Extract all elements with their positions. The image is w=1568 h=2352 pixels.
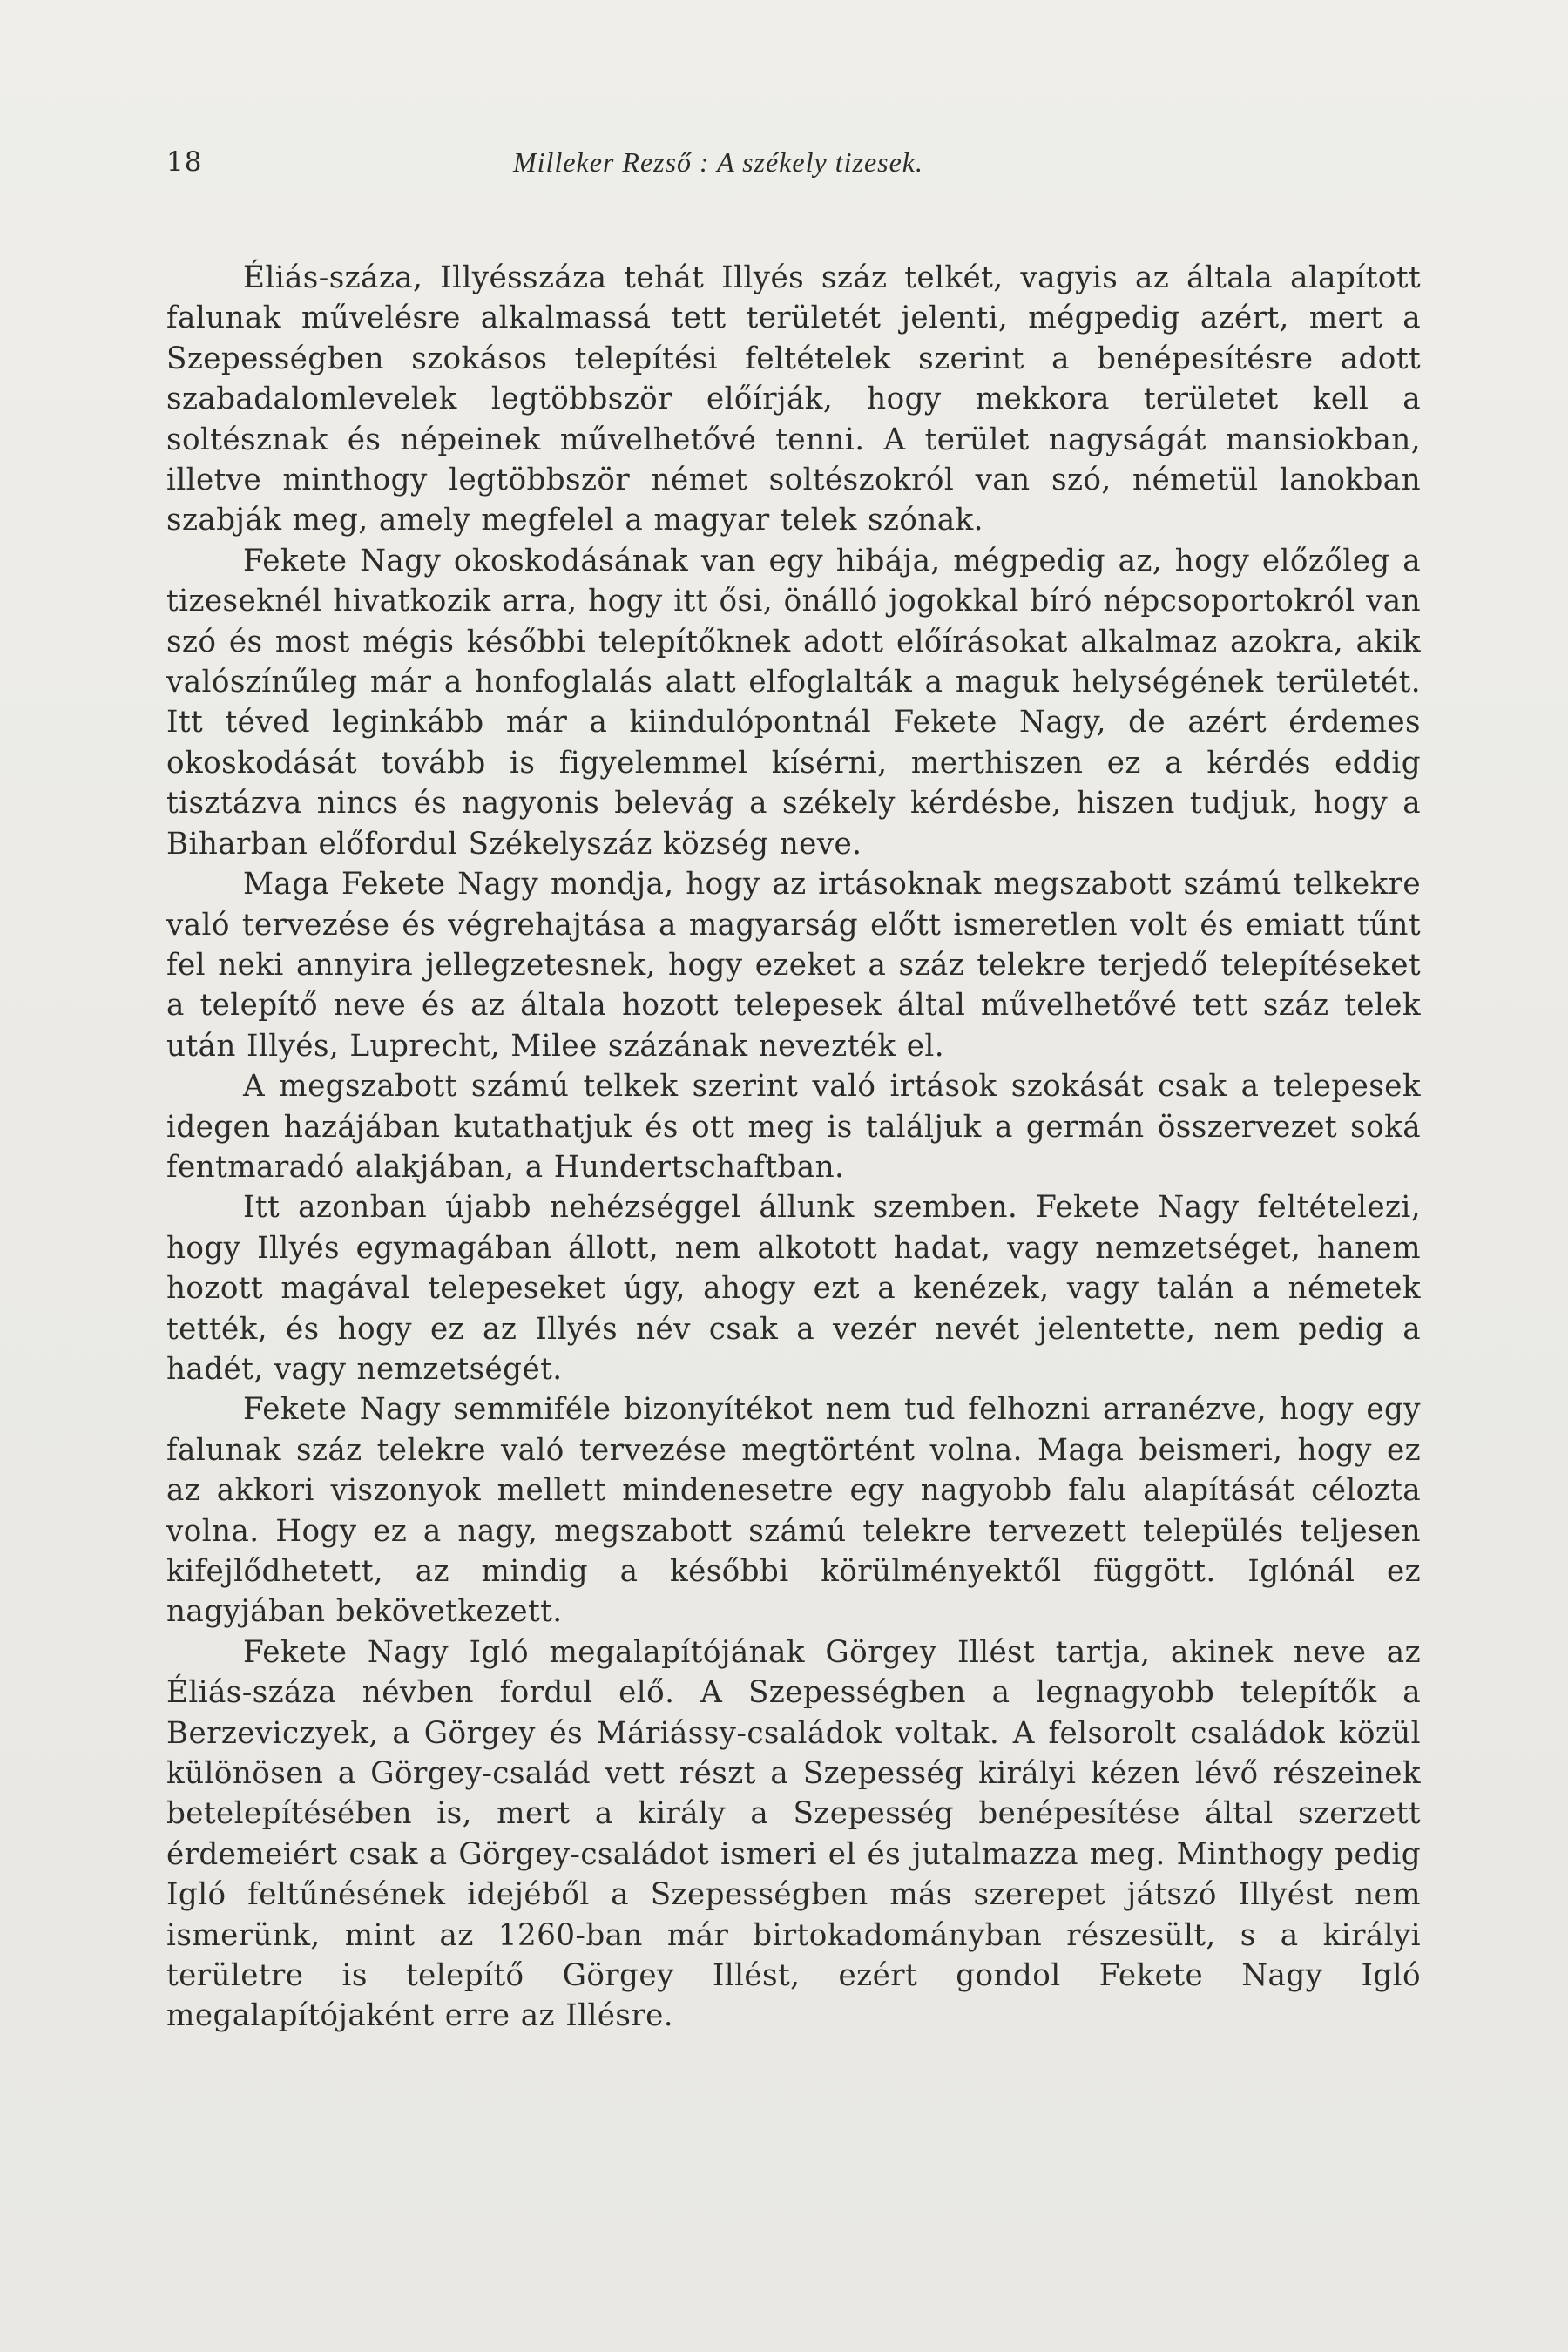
paragraph-1: Éliás-száza, Illyésszáza tehát Illyés száz telkét, vagyis az általa alapított falunak művelésre alkalmassá tett területét jelenti, mégpedig azért, mert a Szepességben szokásos telepítési feltételek szerint a benépesítésre adott szabadalomlevelek legtöbbször előírják, hogy mekkora területet kell a soltésznak és népeinek művelhetővé tenni. A terület nagyságát mansiokban, illetve minthogy legtöbbször német soltészokról van szó, németül lanokban szabják meg, amely megfelel a magyar telek szónak.: [166, 260, 1421, 538]
paragraph-2: Fekete Nagy okoskodásának van egy hibája, mégpedig az, hogy előzőleg a tizeseknél hivatkozik arra, hogy itt ősi, önálló jogokkal bíró népcsoportokról van szó és most mégis későbbi telepítőknek adott előírásokat alkalmaz azokra, akik valószínűleg már a honfoglalás alatt elfoglalták a maguk helységének területét. Itt téved leginkább már a kiindulópontnál Fekete Nagy, de azért érdemes okoskodását tovább is figyelemmel kísérni, merthiszen ez a kérdés eddig tisztázva nincs és nagyonis belevág a székely kérdésbe, hiszen tudjuk, hogy a Biharban előfordul Székelyszáz község neve.: [166, 543, 1421, 862]
paragraph-4: A megszabott számú telkek szerint való irtások szokását csak a telepesek idegen hazájában kutathatjuk és ott meg is találjuk a germán összervezet soká fentmaradó alakjában, a Hundertschaftban.: [166, 1069, 1421, 1185]
paragraph-3: Maga Fekete Nagy mondja, hogy az irtásoknak megszabott számú telkekre való tervezése és végrehajtása a magyarság előtt ismeretlen volt és emiatt tűnt fel neki annyira jellegzetesnek, hogy ezeket a száz telekre terjedő telepítéseket a telepítő neve és az általa hozott telepesek által művelhetővé tett száz telek után Illyés, Luprecht, Milee százának nevezték el.: [166, 867, 1421, 1064]
paragraph-5: Itt azonban újabb nehézséggel állunk szemben. Fekete Nagy feltételezi, hogy Illyés egymagában állott, nem alkotott hadat, vagy nemzetséget, hanem hozott magával telepeseket úgy, ahogy ezt a kenézek, vagy talán a németek tették, és hogy ez az Illyés név csak a vezér nevét jelentette, nem pedig a hadét, vagy nemzetségét.: [166, 1190, 1421, 1387]
page-header: [166, 146, 1421, 188]
body-text: [166, 258, 1421, 2037]
paragraph-7: Fekete Nagy Igló megalapítójának Görgey Illést tartja, akinek neve az Éliás-száza névben fordul elő. A Szepességben a legnagyobb telepítők a Berzeviczyek, a Görgey és Máriássy-családok voltak. A felsorolt családok közül különösen a Görgey-család vett részt a Szepesség királyi kézen lévő részeinek betelepítésében is, mert a király a Szepesség benépesítése által szerzett érdemeiért csak a Görgey-családot ismeri el és jutalmazza meg. Minthogy pedig Igló feltűnésének idejéből a Szepességben más szerepet játszó Illyést nem ismerünk, mint az 1260-ban már birtokadományban részesült, s a királyi területre is telepítő Görgey Illést, ezért gondol Fekete Nagy Igló megalapítójaként erre az Illésre.: [166, 1634, 1421, 2034]
paragraph-6: Fekete Nagy semmiféle bizonyítékot nem tud felhozni arranézve, hogy egy falunak száz telekre való tervezése megtörtént volna. Maga beismeri, hogy ez az akkori viszonyok mellett mindenesetre egy nagyobb falu alapítását célozta volna. Hogy ez a nagy, megszabott számú telekre tervezett település teljesen kifejlődhetett, az mindig a későbbi körülményektől függött. Iglónál ez nagyjában bekövetkezett.: [166, 1392, 1421, 1630]
page-number: 18: [166, 146, 203, 178]
running-head: Milleker Rezső : A székely tizesek.: [513, 146, 923, 178]
